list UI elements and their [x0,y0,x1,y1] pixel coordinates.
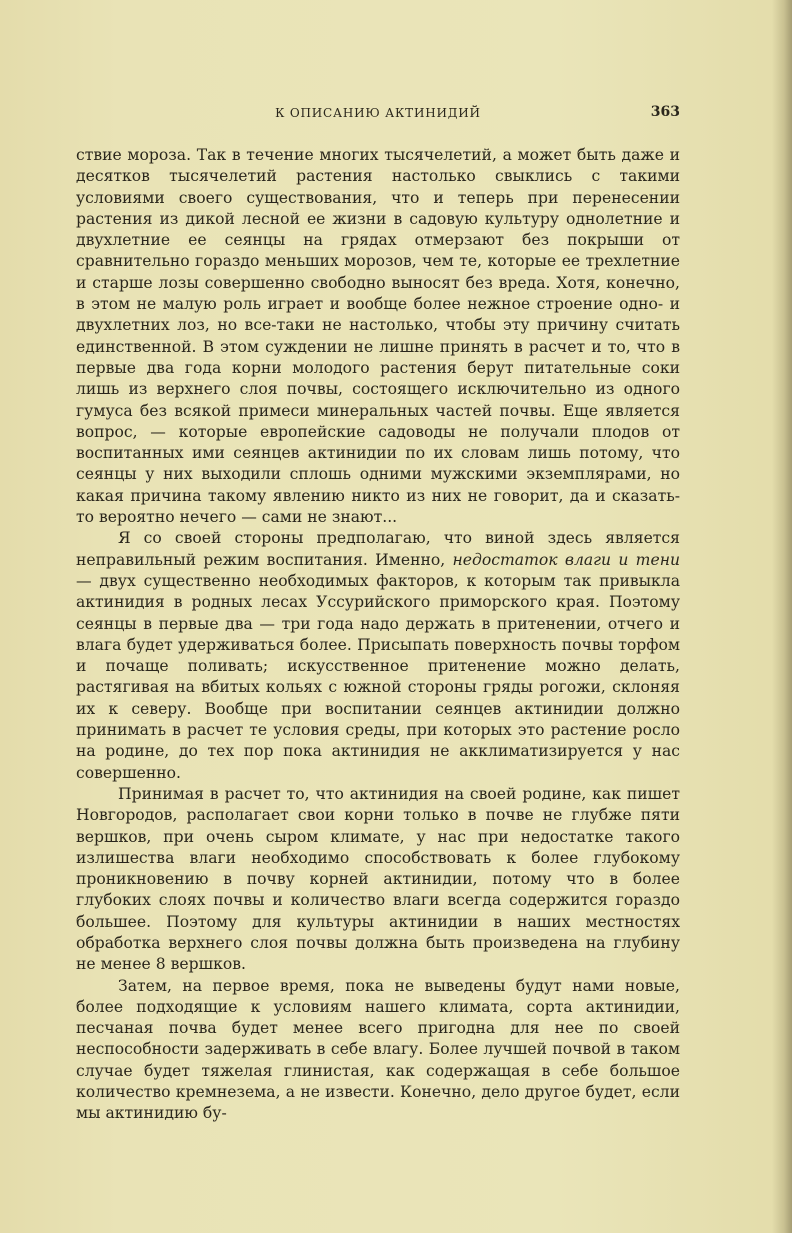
paragraph-2-end: — двух существенно необходимых факторов, к которым так привыкла актинидия в родных лесах Уссурийского приморского края. Поэтому сеянцы в первые два — три года надо держать в притенении, отчего и влага будет удерживаться более. Присыпать поверхность почвы торфом и почаще поливать; искусственное притенение можно делать, растягивая на вбитых кольях с южной стороны гряды рогожи, склоняя их к северу. Вообще при воспитании сеянцев актинидии должно принимать в расчет те условия среды, при которых это растение росло на родине, до тех пор пока актинидия не акклиматизируется у нас совершенно. [76,571,680,782]
paragraph-2-emphasis: недостаток влаги и тени [452,550,681,569]
paragraph-2-start: Я со своей стороны предполагаю, что виной здесь является неправильный режим воспитания. Именно, [76,529,680,569]
running-title: К ОПИСАНИЮ АКТИНИДИЙ [275,106,481,120]
paragraph-4: Затем, на первое время, пока не выведены будут нами новые, более подходящие к условиям нашего климата, сорта актинидии, песчаная почва будет менее всего пригодна для нее по своей неспособности задерживать в себе влагу. Более лучшей почвой в таком случае будет тяжелая глинистая, как содержащая в себе большое количество кремнезема, а не извести. Конечно, дело другое будет, если мы актинидию бу- [76,976,680,1123]
page-edge-shadow [772,0,792,1233]
paragraph-3: Принимая в расчет то, что актинидия на своей родине, как пишет Новгородов, располагает свои корни только в почве не глубже пяти вершков, при очень сыром климате, у нас при недостатке такого излишества влаги необходимо способствовать к более глубокому проникновению в почву корней актинидии, потому что в более глубоких слоях почвы и количество влаги всегда содержится гораздо большее. Поэтому для культуры актинидии в наших местностях обработка верхнего слоя почвы должна быть произведена на глубину не менее 8 вершков. [76,784,680,974]
page-number: 363 [650,104,680,120]
paragraph-2 [76,528,680,784]
paragraph-1: ствие мороза. Так в течение многих тысячелетий, а может быть даже и десятков тысячелетий растения настолько свыклись с такими условиями своего существования, что и теперь при перенесении растения из дикой лесной ее жизни в садовую культуру однолетние и двухлетние ее сеянцы на грядах отмерзают без покрыши от сравнительно гораздо меньших морозов, чем те, которые ее трехлетние и старше лозы совершенно свободно выносят без вреда. Хотя, конечно, в этом не малую роль играет и вообще более нежное строение одно- и двухлетних лоз, но все-таки не настолько, чтобы эту причину считать единственной. В этом суждении не лишне принять в расчет и то, что в первые два года корни молодого растения берут питательные соки лишь из верхнего слоя почвы, состоящего исключительно из одного гумуса без всякой примеси минеральных частей почвы. Еще является вопрос, — которые европейские садоводы не получали плодов от воспитанных ими сеянцев актинидии по их словам лишь потому, что сеянцы у них выходили сплошь одними мужскими экземплярами, но какая причина такому явлению никто из них не говорит, да и сказать-то вероятно нечего — сами не знают... [76,146,680,527]
body-text [76,145,680,1125]
running-head [76,106,680,126]
